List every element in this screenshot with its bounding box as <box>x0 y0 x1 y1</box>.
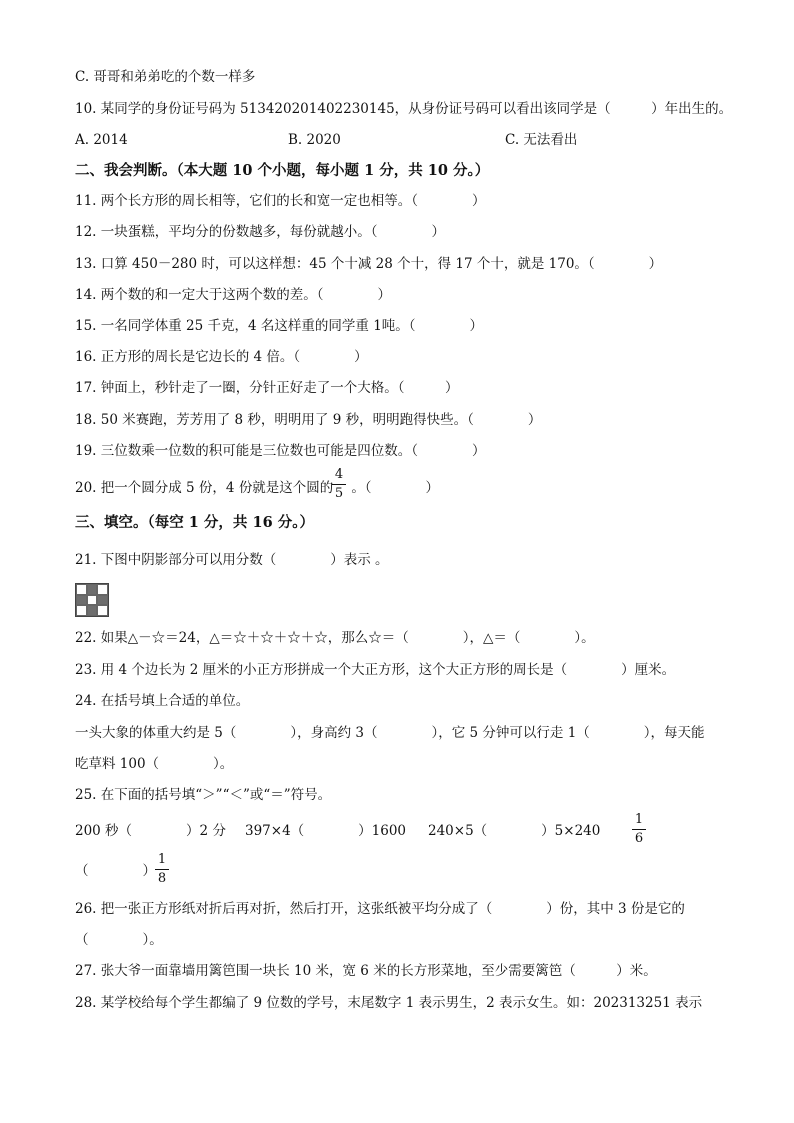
q25: 25. 在下面的括号填“＞”“＜”或“＝”符号。 <box>75 787 332 803</box>
q15: 15. 一名同学体重 25 千克，4 名这样重的同学重 1吨。（ ） <box>75 318 484 334</box>
q20 <box>75 479 439 497</box>
q27: 27. 张大爷一面靠墙用篱笆围一块长 10 米，宽 6 米的长方形菜地，至少需要篱笆（ ）米。 <box>75 963 657 979</box>
section3-heading: 三、填空。（每空 1 分，共 16 分。） <box>75 514 314 531</box>
q23: 23. 用 4 个边长为 2 厘米的小正方形拼成一个大正方形，这个大正方形的周长是（ ）厘米。 <box>75 662 676 678</box>
q25-row2-blank: （ ） <box>75 863 156 879</box>
q24-line2: 吃草料 100（ ）。 <box>75 756 234 772</box>
q20-blank: 。（ ） <box>351 480 440 496</box>
q25-compare-2: 397×4（ ）1600 <box>245 823 407 839</box>
q20-frac-denominator: 5 <box>334 486 344 501</box>
grid-cell <box>76 605 87 616</box>
grid-cell <box>76 584 87 595</box>
q25-f2-numerator: 1 <box>157 852 167 867</box>
q24: 24. 在括号填上合适的单位。 <box>75 693 250 709</box>
q26-line2: （ ）。 <box>75 932 163 948</box>
q25-fraction-2 <box>155 853 169 886</box>
q24-line1: 一头大象的体重大约是 5（ ），身高约 3（ ），它 5 分钟可以行走 1（ ），每天能 <box>75 725 705 741</box>
q25-f2-denominator: 8 <box>157 871 167 886</box>
q14: 14. 两个数的和一定大于这两个数的差。（ ） <box>75 287 392 303</box>
q19: 19. 三位数乘一位数的积可能是三位数也可能是四位数。（ ） <box>75 443 486 459</box>
q16: 16. 正方形的周长是它边长的 4 倍。（ ） <box>75 349 368 365</box>
q10-stem: 10. 某同学的身份证号码为 513420201402230145，从身份证号码可以看出该同学是（ ）年出生的。 <box>75 101 733 117</box>
q21-shaded-grid <box>75 583 109 617</box>
section2-heading: 二、我会判断。（本大题 10 个小题，每小题 1 分，共 10 分。） <box>75 162 490 179</box>
grid-cell <box>76 595 87 606</box>
q25-fraction-1 <box>632 813 646 846</box>
q28: 28. 某学校给每个学生都编了 9 位数的学号，末尾数字 1 表示男生，2 表示女生。如：202313251 表示 <box>75 995 703 1011</box>
q9-option-c: C. 哥哥和弟弟吃的个数一样多 <box>75 69 256 85</box>
grid-cell <box>97 584 108 595</box>
q17: 17. 钟面上，秒针走了一圈，分针正好走了一个大格。（ ） <box>75 380 459 396</box>
grid-cell <box>87 595 98 606</box>
q20-text: 20. 把一个圆分成 5 份，4 份就是这个圆的 <box>75 480 334 496</box>
grid-cell <box>87 584 98 595</box>
q21: 21. 下图中阴影部分可以用分数（ ）表示 。 <box>75 552 389 568</box>
q20-fraction <box>332 468 346 501</box>
q25-compare-1: 200 秒（ ）2 分 <box>75 823 226 839</box>
q13: 13. 口算 450－280 时，可以这样想：45 个十减 28 个十，得 17 个十，就是 170。（ ） <box>75 256 663 272</box>
grid-cell <box>97 605 108 616</box>
q20-frac-numerator: 4 <box>334 467 344 482</box>
q12: 12. 一块蛋糕，平均分的份数越多，每份就越小。（ ） <box>75 224 446 240</box>
q11: 11. 两个长方形的周长相等，它们的长和宽一定也相等。（ ） <box>75 193 486 209</box>
q22: 22. 如果△－☆＝24，△＝☆＋☆＋☆＋☆，那么☆＝（ ），△＝（ ）。 <box>75 630 595 646</box>
q26-line1: 26. 把一张正方形纸对折后再对折，然后打开，这张纸被平均分成了（ ）份，其中 3 份是它的 <box>75 901 685 917</box>
q10-option-b: B. 2020 <box>288 132 341 148</box>
q25-compare-3: 240×5（ ）5×240 <box>428 823 601 839</box>
grid-cell <box>97 595 108 606</box>
q10-option-a: A. 2014 <box>75 132 128 148</box>
q18: 18. 50 米赛跑，芳芳用了 8 秒，明明用了 9 秒，明明跑得快些。（ ） <box>75 412 542 428</box>
q10-option-c: C. 无法看出 <box>505 132 578 148</box>
grid-cell <box>87 605 98 616</box>
q25-f1-numerator: 1 <box>634 812 644 827</box>
q25-f1-denominator: 6 <box>634 831 644 846</box>
